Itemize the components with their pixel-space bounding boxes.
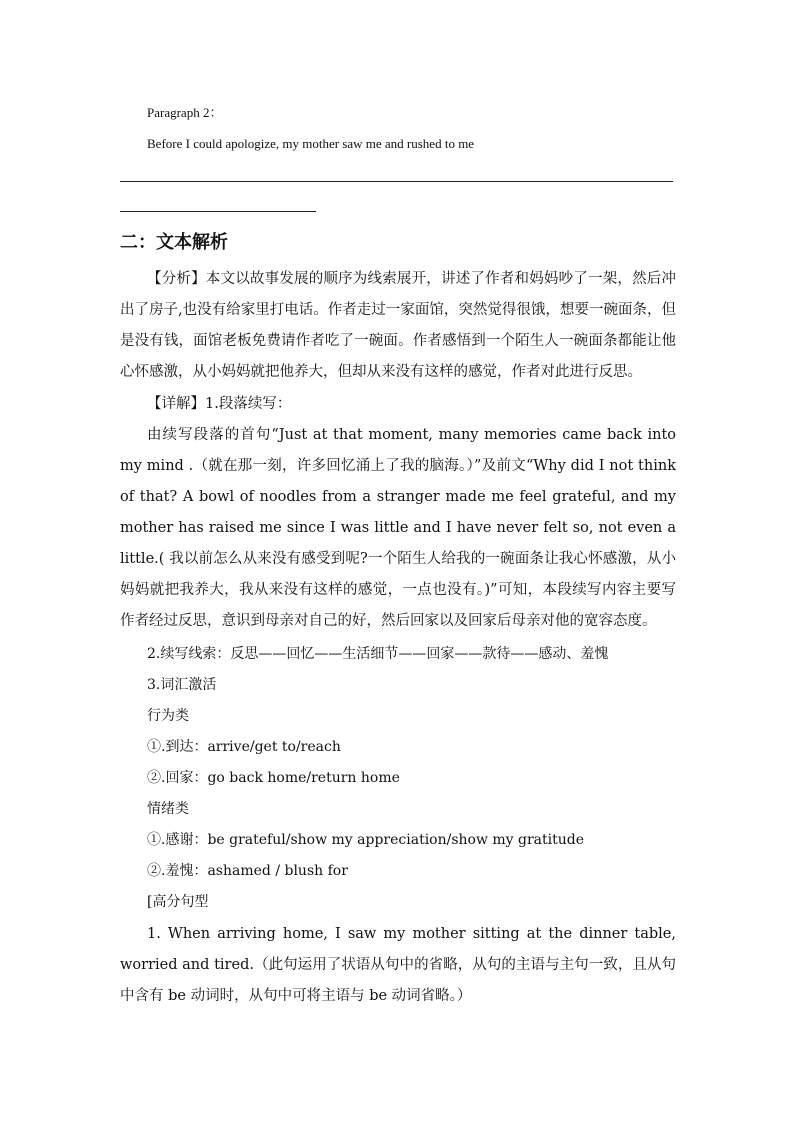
section-title: 二：文本解析	[120, 232, 228, 253]
opening-sentence: Before I could apologize, my mother saw me and rushed to me	[147, 136, 475, 151]
behavior-label: 行为类	[147, 708, 189, 724]
detail-label: 【详解】1.段落续写：	[147, 396, 292, 412]
emotion-item: ①.感谢：be grateful/show my appreciation/show my gratitude	[147, 832, 585, 848]
writing-line-1	[120, 181, 673, 182]
behavior-item: ①.到达：arrive/get to/reach	[147, 739, 341, 755]
detail-paragraph: 由续写段落的首句“Just at that moment, many memories came back into my mind .（就在那一刻，许多回忆涌上了我的脑海。）”及前文“Why did I not think of that? A bowl of noodles from a stranger made me feel grateful, and my mother has raised me since I was little and I have never felt so, not even a little.( 我以前怎么从来没有感受到呢?一个陌生人给我的一碗面条让我心怀感激，从小妈妈就把我养大，我从来没有这样的感觉，一点也没有。)”可知，本段续写内容主要写作者经过反思，意识到母亲对自己的好，然后回家以及回家后母亲对他的宽容态度。	[120, 427, 676, 629]
sentence-example-1: 1. When arriving home, I saw my mother sitting at the dinner table, worried and tired.（此句运用了状语从句中的省略，从句的主语与主句一致，且从句中含有 be 动词时，从句中可将主语与 be 动词省略。）	[120, 926, 676, 1004]
clue-line: 2.续写线索：反思——回忆——生活细节——回家——款待——感动、羞愧	[147, 646, 609, 662]
emotion-item: ②.羞愧：ashamed / blush for	[147, 863, 348, 879]
analysis-paragraph: 【分析】本文以故事发展的顺序为线索展开，讲述了作者和妈妈吵了一架，然后冲出了房子,也没有给家里打电话。作者走过一家面馆，突然觉得很饿，想要一碗面条，但是没有钱，面馆老板免费请作者吃了一碗面。作者感悟到一个陌生人一碗面条都能让他心怀感激，从小妈妈就把他养大，但却从来没有这样的感觉，作者对此进行反思。	[120, 271, 676, 380]
paragraph-label: Paragraph 2：	[147, 105, 223, 120]
vocab-title: 3.词汇激活	[147, 677, 217, 693]
writing-line-2	[120, 211, 316, 212]
sentence-label: [高分句型	[147, 894, 209, 910]
behavior-item: ②.回家：go back home/return home	[147, 770, 400, 786]
emotion-label: 情绪类	[147, 801, 189, 817]
